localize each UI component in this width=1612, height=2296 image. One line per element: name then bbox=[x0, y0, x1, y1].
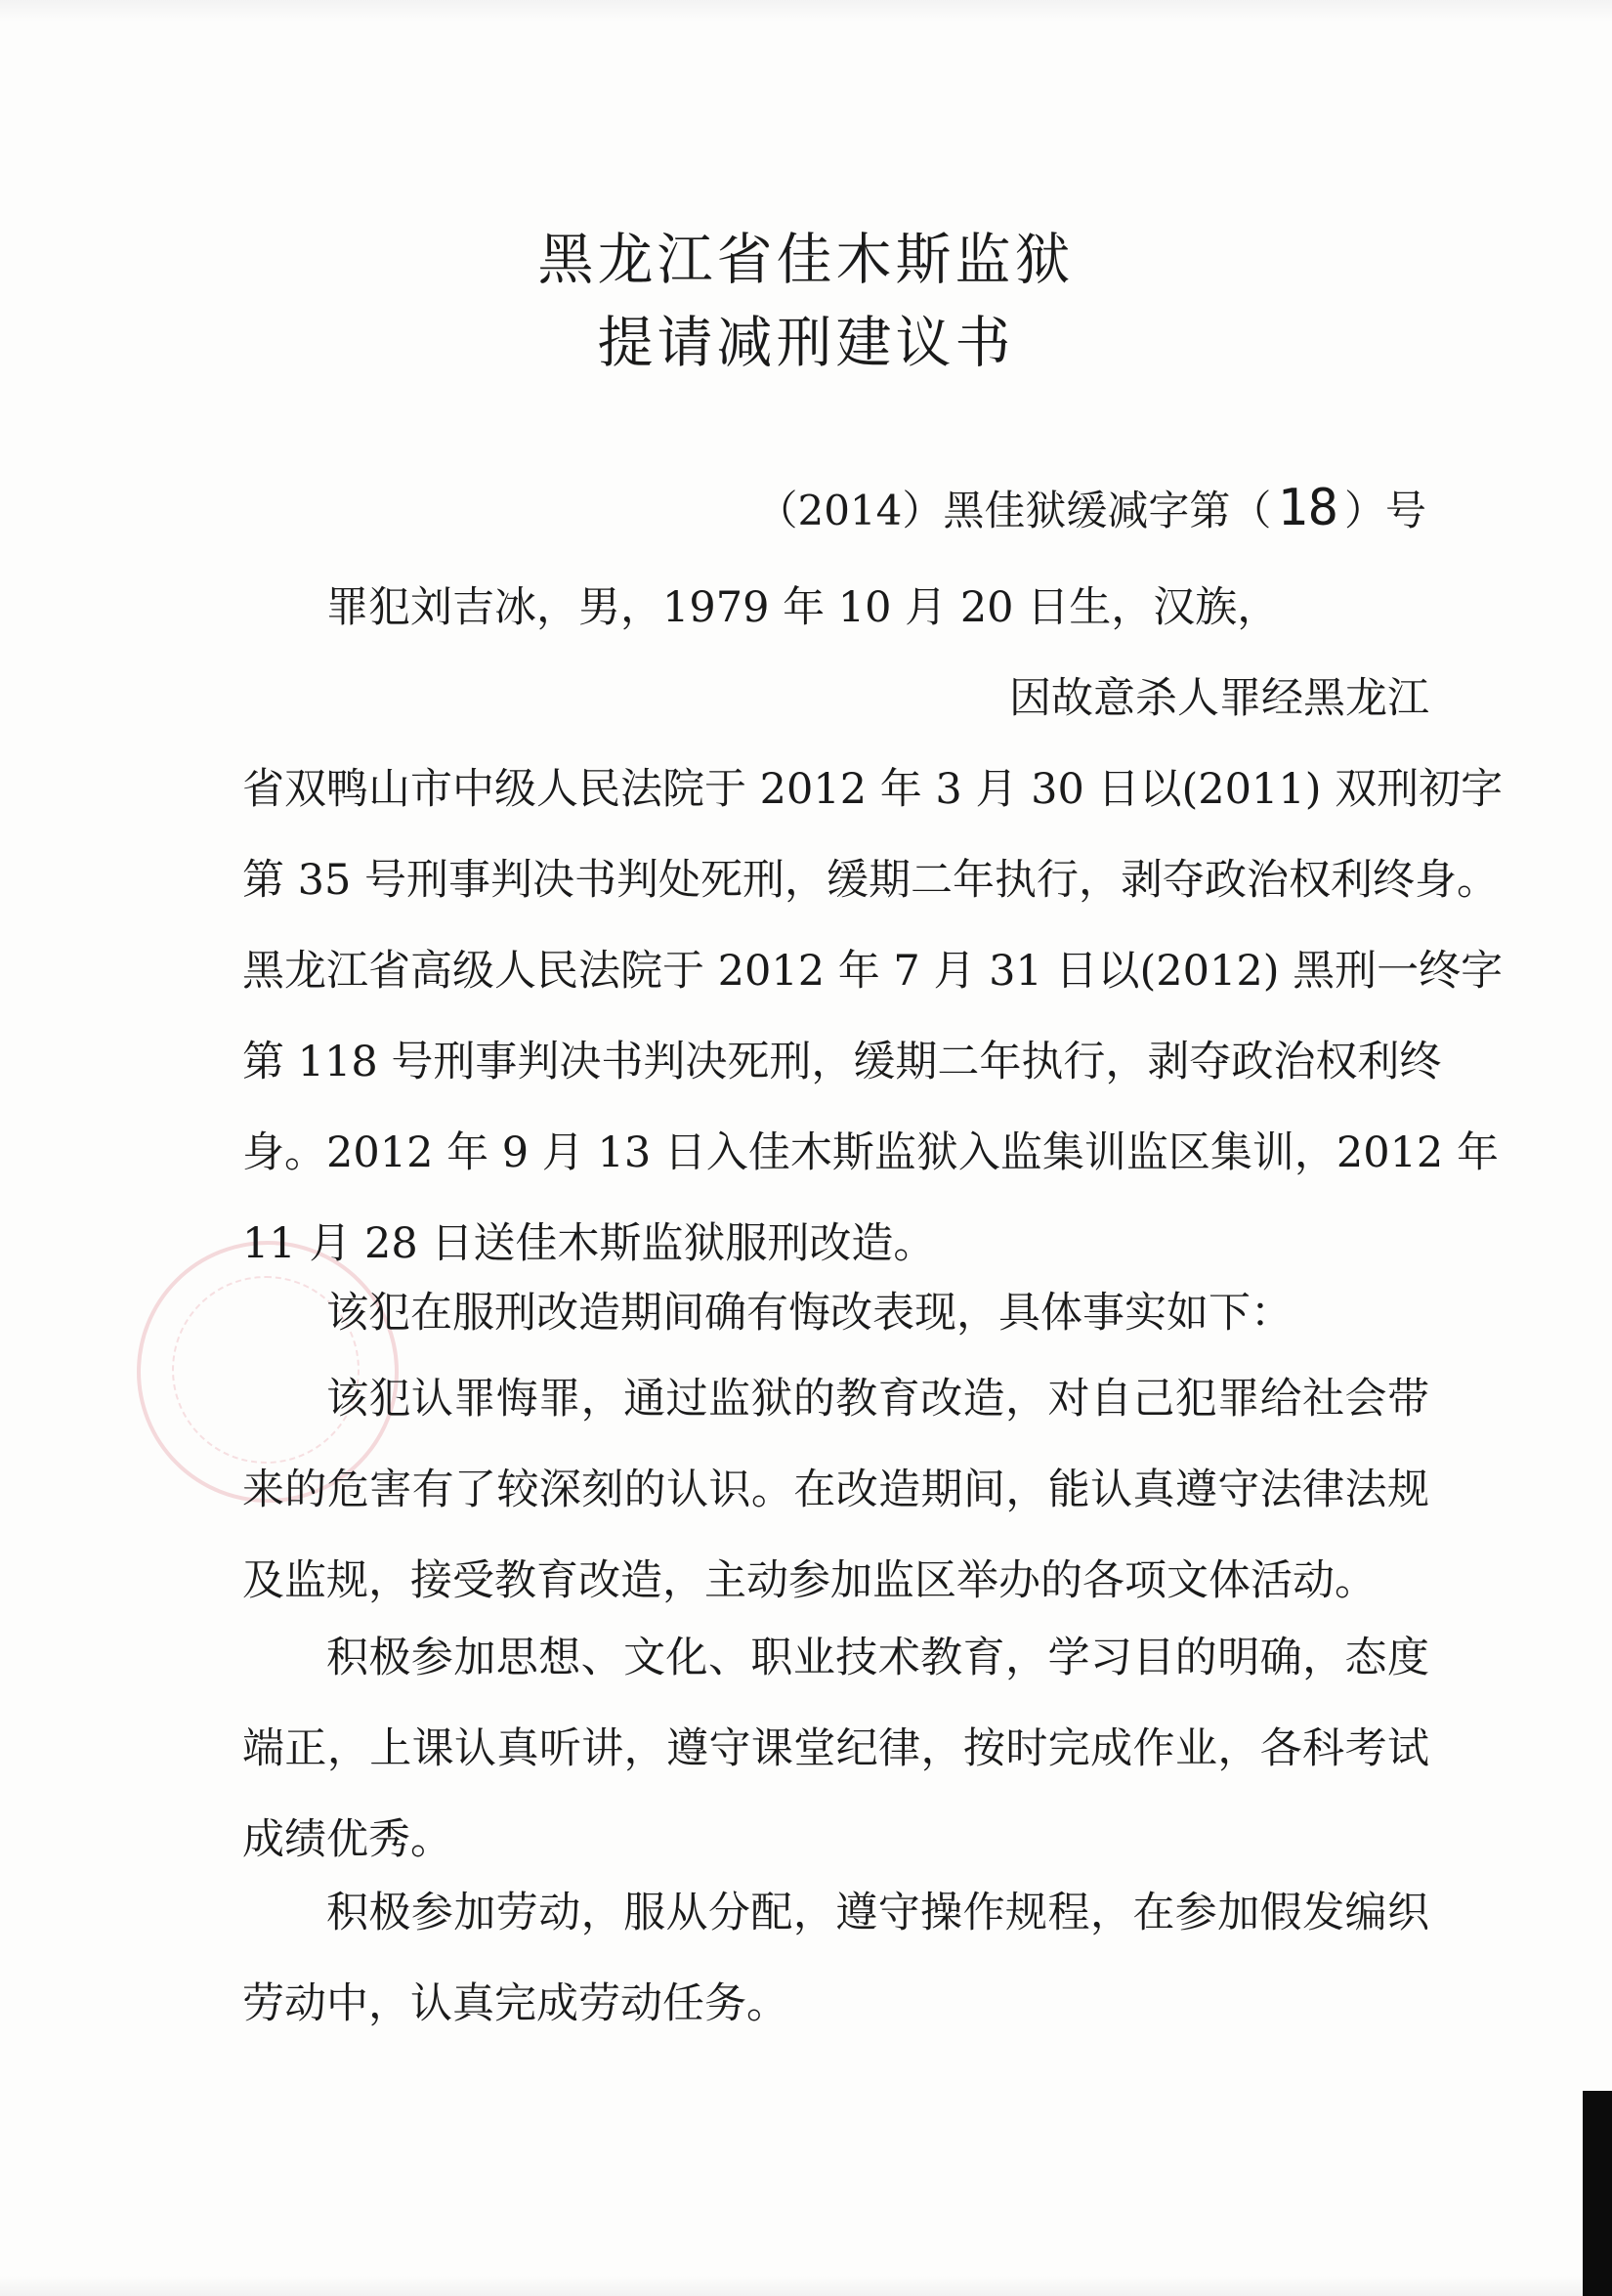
text-line: 罪犯刘吉冰，男，1979 年 10 月 20 日生，汉族， bbox=[326, 583, 1280, 632]
text-line: 省双鸭山市中级人民法院于 2012 年 3 月 30 日以(2011) 双刑初字 bbox=[242, 765, 1504, 814]
text-line: 积极参加思想、文化、职业技术教育，学习目的明确，态度 bbox=[326, 1634, 1429, 1682]
document-number bbox=[756, 479, 1426, 537]
text-line: 积极参加劳动，服从分配，遵守操作规程，在参加假发编织 bbox=[326, 1889, 1429, 1937]
paragraph-labor bbox=[242, 1868, 1429, 2050]
text-line: 及监规，接受教育改造，主动参加监区举办的各项文体活动。 bbox=[242, 1556, 1377, 1605]
paragraph-education bbox=[242, 1613, 1429, 1886]
text-line: 第 35 号刑事判决书判处死刑，缓期二年执行，剥夺政治权利终身。 bbox=[242, 856, 1500, 905]
text-line: 该犯在服刑改造期间确有悔改表现，具体事实如下： bbox=[326, 1289, 1293, 1338]
text-line: 成绩优秀。 bbox=[242, 1815, 452, 1864]
text-line: 来的危害有了较深刻的认识。在改造期间，能认真遵守法律法规 bbox=[242, 1466, 1429, 1514]
text-line: 端正，上课认真听讲，遵守课堂纪律，按时完成作业，各科考试 bbox=[242, 1724, 1429, 1773]
text-line: 11 月 28 日送佳木斯监狱服刑改造。 bbox=[242, 1219, 936, 1268]
document-number-value: 18 bbox=[1277, 479, 1338, 537]
document-title-line1: 黑龙江省佳木斯监狱 bbox=[537, 228, 1075, 292]
text-line: 第 118 号刑事判决书判决死刑，缓期二年执行，剥夺政治权利终 bbox=[242, 1038, 1442, 1086]
paragraph-repentance-intro bbox=[242, 1268, 1429, 1359]
paragraph-admission bbox=[242, 1354, 1429, 1627]
document-title-line2: 提请减刑建议书 bbox=[597, 311, 1015, 375]
scan-edge-right bbox=[1583, 2091, 1612, 2296]
text-line: 黑龙江省高级人民法院于 2012 年 7 月 31 日以(2012) 黑刑一终字 bbox=[242, 947, 1504, 996]
paragraph-offender-facts bbox=[242, 563, 1504, 1290]
text-line: 该犯认罪悔罪，通过监狱的教育改造，对自己犯罪给社会带 bbox=[326, 1375, 1429, 1424]
text-line: 劳动中，认真完成劳动任务。 bbox=[242, 1979, 788, 2028]
document-number-prefix: （2014）黑佳狱缓减字第（ bbox=[756, 487, 1272, 534]
document-number-suffix: ）号 bbox=[1343, 487, 1426, 534]
text-line: 因故意杀人罪经黑龙江 bbox=[1009, 674, 1429, 723]
text-line: 身。2012 年 9 月 13 日入佳木斯监狱入监集训监区集训，2012 年 bbox=[242, 1128, 1499, 1177]
scan-edge-bottom bbox=[0, 2276, 1583, 2296]
scan-edge-top bbox=[0, 0, 1612, 21]
